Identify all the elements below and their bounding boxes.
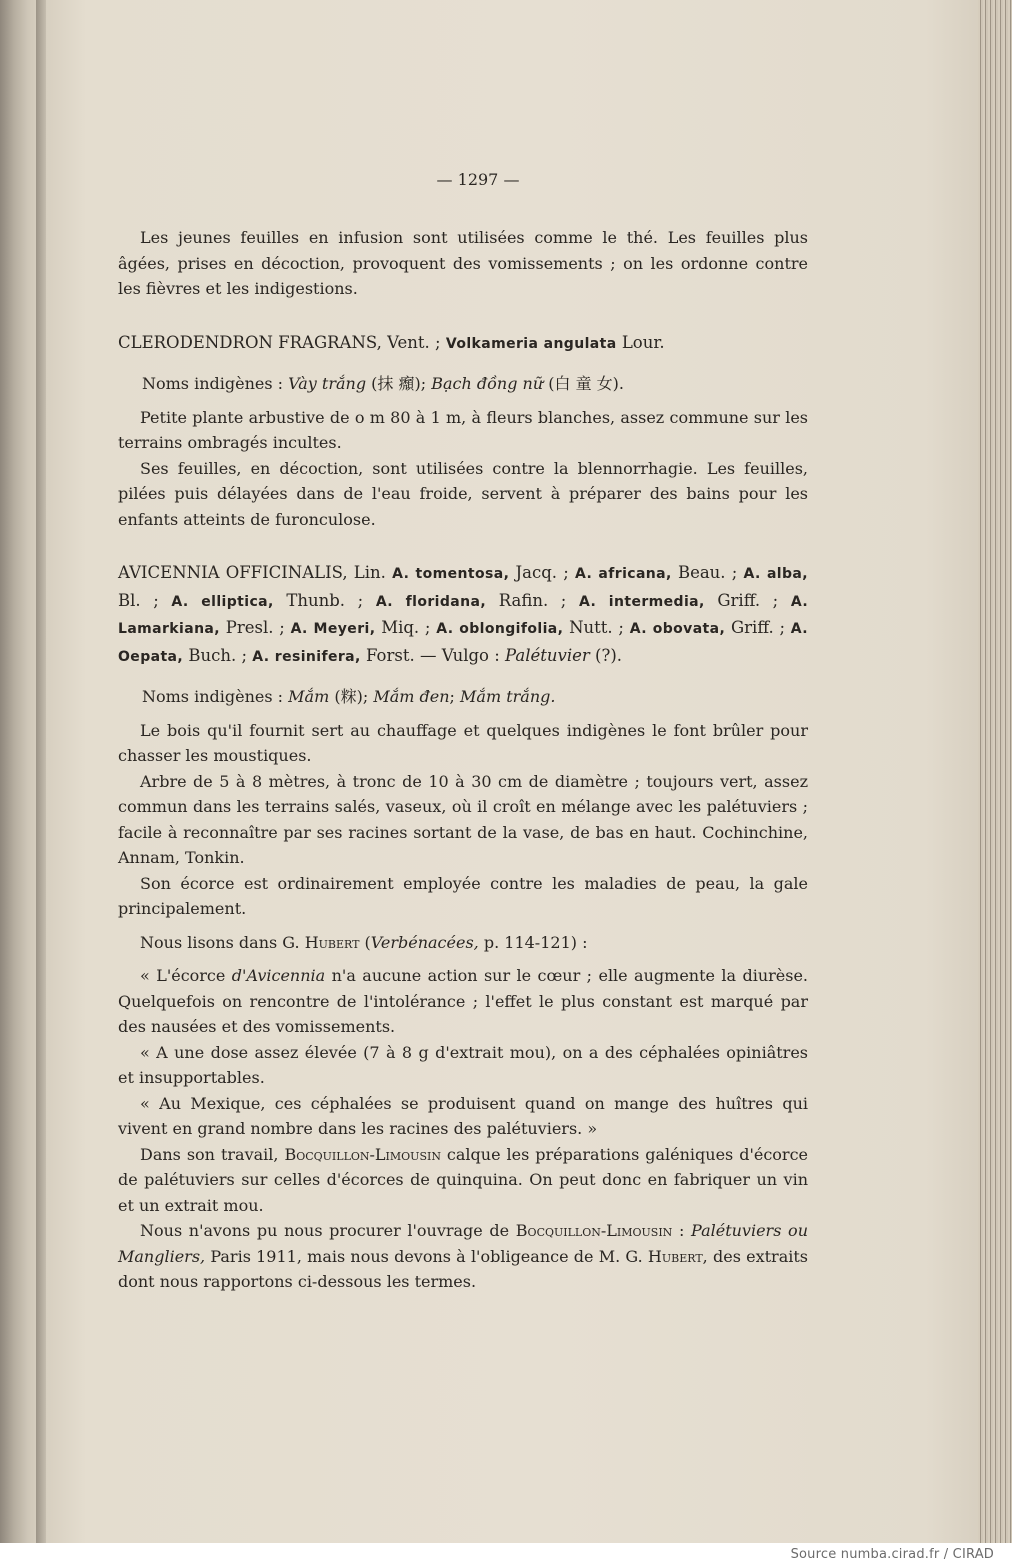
synonym-name: A. Oepata,	[118, 621, 808, 665]
left-page-edge	[0, 0, 40, 1543]
synonym-name: A. intermedia,	[578, 593, 705, 610]
quote-text: « L'écorce	[140, 966, 226, 985]
paragraph-text: Nous n'avons pu nous procurer l'ouvrage de	[140, 1221, 510, 1240]
nom-1: Mắm	[288, 687, 330, 706]
synonym-author: Buch. ;	[188, 645, 248, 665]
paragraph-text: calque les préparations galéniques d'écorce de palétuviers sur celles d'écorces de quinquina. On peut donc en fabriquer un vin et un extrait mou.	[118, 1144, 809, 1215]
separator: ;	[420, 374, 427, 393]
paragraph-text: Dans son travail,	[140, 1144, 279, 1164]
synonym-author: Griff. ;	[730, 618, 786, 637]
synonym-author: Jacq. ;	[515, 563, 569, 582]
nom-2: Mắm đen	[373, 687, 450, 706]
intro-paragraph: Les jeunes feuilles en infusion sont utilisées comme le thé. Les feuilles plus âgées, prises en décoction, provoquent des vomissements ; on les ordonne contre les fièvres et les indigestions.	[118, 228, 808, 298]
synonym-name: A. resinifera,	[252, 648, 361, 665]
vulgo-question: (?).	[595, 645, 622, 665]
nom-1-cjk: (䊉)	[334, 687, 363, 706]
avicennia-paragraph-1: Le bois qu'il fournit sert au chauffage et quelques indigènes le font brûler pour chasser les moustiques.	[118, 720, 808, 765]
avicennia-noms	[118, 684, 808, 710]
synonym-author: Miq. ;	[381, 618, 431, 637]
nom-1: Vày trắng	[288, 374, 367, 393]
synonym-author: Presl. ;	[225, 618, 285, 637]
nom-1-cjk: (抹 㿗)	[371, 374, 421, 393]
author-name: Hubert	[304, 932, 360, 952]
author-name: Hubert,	[647, 1246, 708, 1266]
species-author: Vent. ;	[387, 332, 441, 352]
paragraph-text: des extraits dont nous rapportons ci-dessous les termes.	[118, 1246, 808, 1291]
synonym-author: Bl. ;	[118, 590, 159, 610]
nom-3: Mắm trắng.	[460, 687, 556, 706]
synonym-name: A. Lamarkiana,	[118, 593, 809, 637]
synonym-name: A. alba,	[743, 566, 808, 582]
work-title: Palétuviers ou Mangliers,	[118, 1221, 808, 1266]
noms-label: Noms indigènes :	[142, 374, 284, 393]
synonym-name: A. elliptica,	[171, 593, 274, 610]
bocquillon-paragraph	[118, 1142, 808, 1219]
noms-label: Noms indigènes :	[142, 687, 284, 706]
clerodendron-heading	[118, 330, 808, 358]
clerodendron-noms	[118, 371, 808, 397]
avicennia-heading	[118, 560, 808, 670]
hubert-citation	[118, 930, 808, 956]
synonym-author: Thunb. ;	[286, 590, 364, 610]
author-name: Bocquillon-Limousin	[515, 1221, 673, 1240]
paragraph-text: Paris 1911, mais nous devons à l'obligeance de M. G.	[210, 1246, 643, 1266]
author-name: Bocquillon-Limousin	[284, 1144, 441, 1164]
synonym-author: Beau. ;	[677, 563, 738, 582]
citation-text: (	[364, 932, 371, 952]
genus-name: d'Avicennia	[231, 966, 326, 985]
vulgo-name: Palétuvier	[505, 645, 590, 665]
paragraph-text: :	[678, 1221, 685, 1240]
synonym-name: A. tomentosa,	[392, 566, 510, 582]
synonym-author: Nutt. ;	[569, 618, 624, 637]
quote-text: n'a aucune action sur le cœur ; elle augmente la diurèse. Quelquefois on rencontre de l'intolérance ; l'effet le plus constant est marqué par des nausées et des vomissements.	[118, 966, 809, 1036]
species-author: Lin.	[353, 563, 386, 582]
quote-3: « Au Mexique, ces céphalées se produisent quand on mange des huîtres qui vivent en grand nombre dans les racines des palétuviers. »	[118, 1093, 808, 1138]
species-name: CLERODENDRON FRAGRANS,	[118, 332, 382, 352]
avicennia-paragraph-2: Arbre de 5 à 8 mètres, à tronc de 10 à 30 cm de diamètre ; toujours vert, assez commun dans les terrains salés, vaseux, où il croît en mélange avec les palétuviers ; facile à reconnaître par ses racines sortant de la vase, de bas en haut. Cochinchine, Annam, Tonkin.	[118, 771, 808, 867]
quote-2: « A une dose assez élevée (7 à 8 g d'extrait mou), on a des céphalées opiniâtres et insupportables.	[118, 1042, 808, 1087]
citation-text: Nous lisons dans G.	[140, 932, 300, 952]
page-edges	[978, 0, 1012, 1543]
source-credit: Source numba.cirad.fr / CIRAD	[790, 1547, 994, 1562]
synonym-name: A. Meyeri,	[290, 621, 376, 637]
species-name: AVICENNIA OFFICINALIS,	[118, 563, 348, 582]
quote-1	[118, 963, 808, 1040]
clerodendron-description: Petite plante arbustive de o m 80 à 1 m, à fleurs blanches, assez commune sur les terrains ombragés incultes.	[118, 407, 808, 452]
avicennia-paragraph-3: Son écorce est ordinairement employée contre les maladies de peau, la gale principalement.	[118, 873, 808, 918]
nom-2: Bạch đồng nữ	[431, 374, 544, 393]
synonym-name: A. obovata,	[629, 621, 726, 637]
citation-text: p. 114-121) :	[483, 932, 588, 952]
nom-2-cjk: (白 童 女).	[548, 374, 624, 393]
page-number: — 1297 —	[436, 170, 520, 189]
synonym-author: Lour.	[621, 332, 665, 352]
synonym-name: A. africana,	[574, 566, 672, 582]
synonym-author: Rafin. ;	[498, 590, 567, 610]
separator: ;	[362, 687, 369, 706]
work-title: Verbénacées,	[370, 932, 479, 952]
vulgo-label: — Vulgo :	[419, 645, 500, 665]
page-content	[118, 170, 808, 1295]
synonym-author: Griff. ;	[717, 590, 779, 610]
separator: ;	[449, 687, 455, 706]
closing-paragraph	[118, 1218, 808, 1295]
synonym-name: A. oblongifolia,	[436, 621, 564, 637]
synonym-name: A. floridana,	[375, 593, 487, 610]
synonym-author: Forst.	[366, 645, 415, 665]
clerodendron-usage: Ses feuilles, en décoction, sont utilisées contre la blennorrhagie. Les feuilles, pilées puis délayées dans de l'eau froide, servent à préparer des bains pour les enfants atteints de furonculose.	[118, 458, 808, 529]
synonym-name: Volkameria angulata	[445, 335, 617, 352]
